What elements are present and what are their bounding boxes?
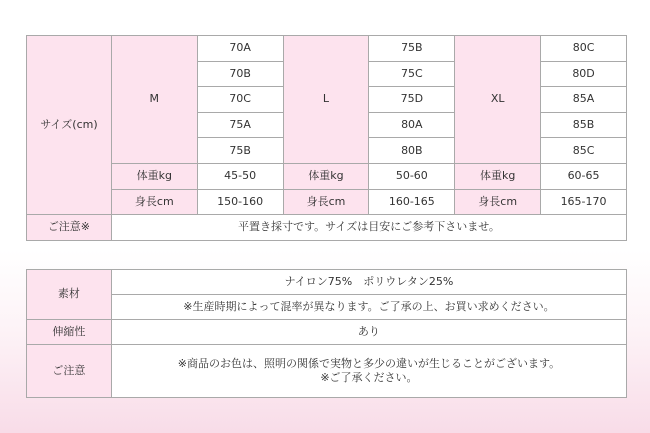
size-row-header: サイズ(cm)	[27, 36, 112, 215]
size-cell: 80A	[369, 112, 455, 138]
note-label: ご注意※	[27, 215, 112, 241]
weight-label: 体重kg	[455, 163, 541, 189]
size-cell: 85A	[541, 87, 627, 113]
size-chart-table	[26, 35, 627, 241]
height-label: 身長cm	[283, 189, 369, 215]
material-value: ナイロン75% ポリウレタン25%	[111, 270, 626, 295]
caution-label: ご注意	[27, 345, 112, 398]
size-cell: 75A	[197, 112, 283, 138]
size-cell: 75D	[369, 87, 455, 113]
product-info-table	[26, 269, 627, 398]
height-value: 160-165	[369, 189, 455, 215]
material-label: 素材	[27, 270, 112, 320]
caution-line-2: ※ご了承ください。	[320, 371, 418, 384]
size-cell: 70B	[197, 61, 283, 87]
weight-value: 50-60	[369, 163, 455, 189]
weight-label: 体重kg	[283, 163, 369, 189]
size-cell: 80C	[541, 36, 627, 62]
size-cell: 85C	[541, 138, 627, 164]
size-cell: 75B	[197, 138, 283, 164]
size-cell: 85B	[541, 112, 627, 138]
size-cell: 75B	[369, 36, 455, 62]
size-label-l: L	[283, 36, 369, 164]
material-note: ※生産時期によって混率が異なります。ご了承の上、お買い求めください。	[111, 295, 626, 320]
size-cell: 70C	[197, 87, 283, 113]
height-value: 165-170	[541, 189, 627, 215]
weight-label: 体重kg	[111, 163, 197, 189]
caution-line-1: ※商品のお色は、照明の関係で実物と多少の違いが生じることがございます。	[177, 356, 561, 370]
height-value: 150-160	[197, 189, 283, 215]
size-cell: 75C	[369, 61, 455, 87]
size-cell: 80D	[541, 61, 627, 87]
height-label: 身長cm	[111, 189, 197, 215]
weight-value: 45-50	[197, 163, 283, 189]
height-label: 身長cm	[455, 189, 541, 215]
stretch-label: 伸縮性	[27, 320, 112, 345]
size-cell: 70A	[197, 36, 283, 62]
size-label-m: M	[111, 36, 197, 164]
note-text: 平置き採寸です。サイズは目安にご参考下さいませ。	[111, 215, 626, 241]
size-label-xl: XL	[455, 36, 541, 164]
caution-text	[111, 345, 626, 398]
stretch-value: あり	[111, 320, 626, 345]
size-cell: 80B	[369, 138, 455, 164]
weight-value: 60-65	[541, 163, 627, 189]
